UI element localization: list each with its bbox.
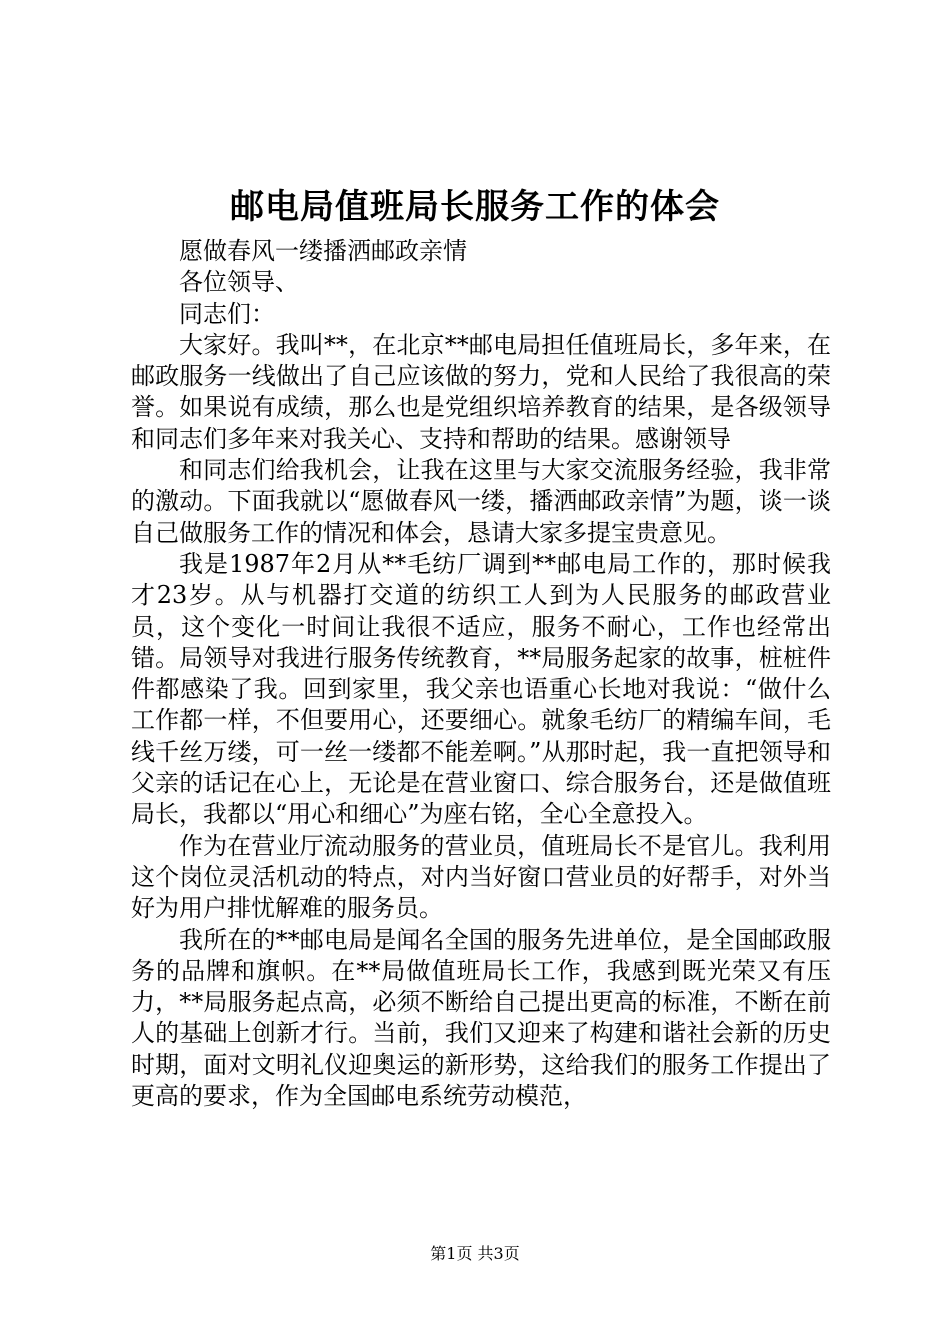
- body-paragraph: 大家好。我叫**，在北京**邮电局担任值班局长，多年来，在邮政服务一线做出了自己应该做的努力，党和人民给了我很高的荣誉。如果说有成绩，那么也是党组织培养教育的结果，是各级领导和同志们多年来对我关心、支持和帮助的结果。感谢领导: [131, 330, 831, 453]
- page-number-footer: 第1页 共3页: [430, 1244, 520, 1263]
- document-title: 邮电局值班局长服务工作的体会: [230, 187, 720, 227]
- document-body: [131, 236, 831, 1112]
- body-paragraph: 我所在的**邮电局是闻名全国的服务先进单位，是全国邮政服务的品牌和旗帜。在**局做值班局长工作，我感到既光荣又有压力，**局服务起点高，必须不断给自己提出更高的标准，不断在前人的基础上创新才行。当前，我们又迎来了构建和谐社会新的历史时期，面对文明礼仪迎奥运的新形势，这给我们的服务工作提出了更高的要求，作为全国邮电系统劳动模范，: [131, 925, 831, 1111]
- body-paragraph: 和同志们给我机会，让我在这里与大家交流服务经验，我非常的激动。下面我就以“愿做春风一缕，播洒邮政亲情”为题，谈一谈自己做服务工作的情况和体会，恳请大家多提宝贵意见。: [131, 456, 831, 547]
- body-paragraph: 作为在营业厅流动服务的营业员，值班局长不是官儿。我利用这个岗位灵活机动的特点，对内当好窗口营业员的好帮手，对外当好为用户排忧解难的服务员。: [131, 831, 831, 923]
- body-paragraph: 我是1987年2月从**毛纺厂调到**邮电局工作的，那时候我才23岁。从与机器打交道的纺织工人到为人民服务的邮政营业员，这个变化一时间让我很不适应，服务不耐心，工作也经常出错。局领导对我进行服务传统教育，**局服务起家的故事，桩桩件件都感染了我。回到家里，我父亲也语重心长地对我说：“做什么工作都一样，不但要用心，还要细心。就象毛纺厂的精编车间，毛线千丝万缕，可一丝一缕都不能差啊。”从那时起，我一直把领导和父亲的话记在心上，无论是在营业窗口、综合服务台，还是做值班局长，我都以“用心和细心”为座右铭，全心全意投入。: [131, 549, 831, 829]
- salutation-leaders: 各位领导、: [179, 268, 299, 297]
- salutation-comrades: 同志们：: [179, 299, 275, 328]
- subtitle-paragraph: 愿做春风一缕播洒邮政亲情: [179, 237, 467, 265]
